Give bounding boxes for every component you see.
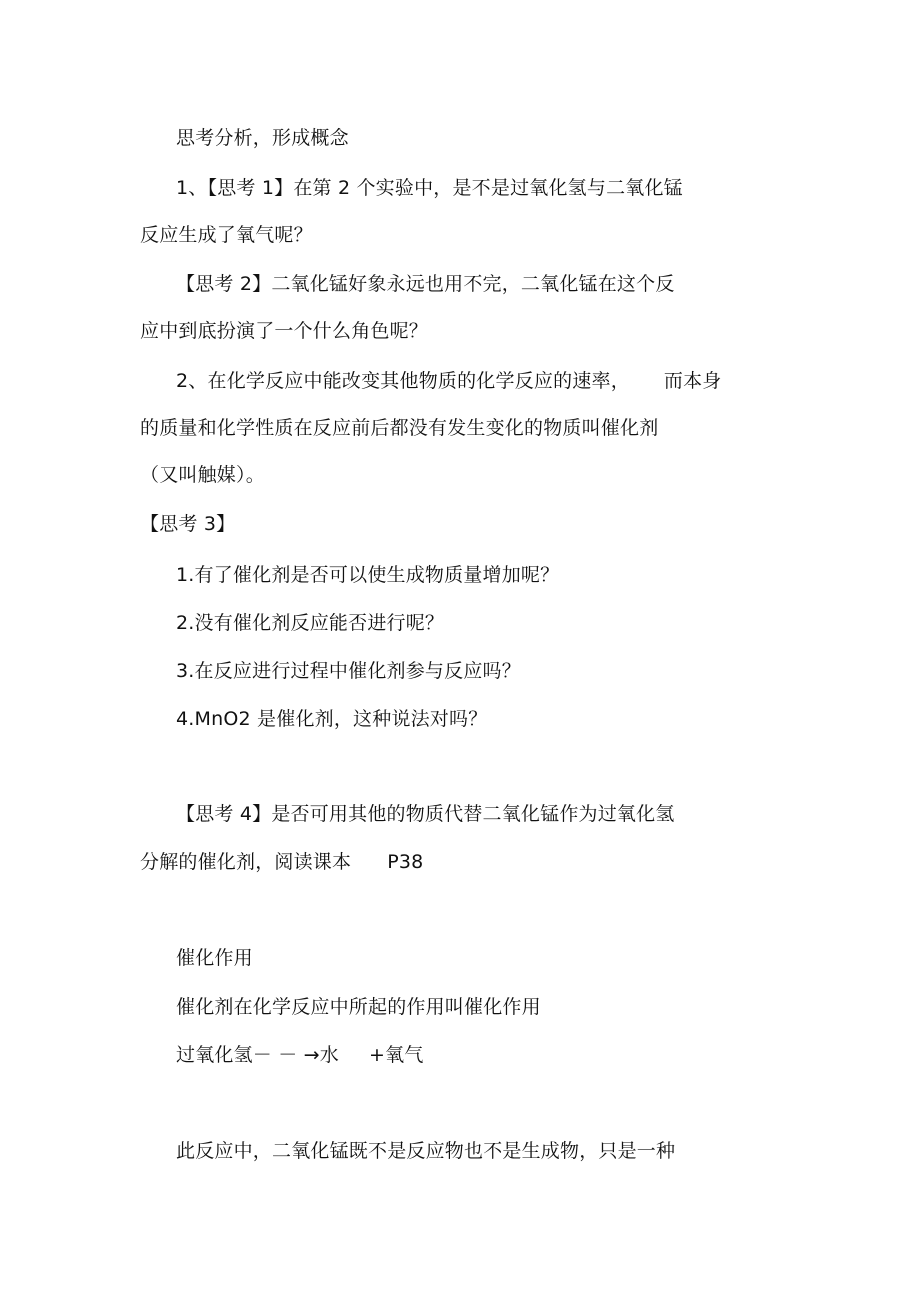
question-3-item: 3.在反应进行过程中催化剂参与反应吗？ [176, 660, 521, 682]
section-heading: 思考分析，形成概念 [176, 127, 349, 149]
question-4-line-2-text: 分解的催化剂，阅读课本 [140, 851, 352, 873]
definition-line-2: 的质量和化学性质在反应前后都没有发生变化的物质叫催化剂 [140, 417, 659, 439]
question-4-line-2 [140, 850, 423, 874]
catalysis-definition: 催化剂在化学反应中所起的作用叫催化作用 [176, 996, 541, 1018]
question-3-item: 4.MnO2 是催化剂，这种说法对吗？ [176, 708, 488, 730]
question-3-title: 【思考 3】 [140, 513, 236, 535]
question-3-item: 2.没有催化剂反应能否进行呢？ [176, 612, 445, 634]
textbook-page-ref: P38 [387, 851, 424, 873]
question-4-line-1: 【思考 4】是否可用其他的物质代替二氧化锰作为过氧化氢 [176, 803, 675, 825]
definition-line-1-part-a: 2、在化学反应中能改变其他物质的化学反应的速率， [176, 370, 630, 392]
reaction-equation [176, 1043, 424, 1067]
definition-line-3: （又叫触媒）。 [140, 464, 265, 486]
definition-line-1 [176, 369, 722, 393]
question-3-item: 1.有了催化剂是否可以使生成物质量增加呢？ [176, 564, 560, 586]
question-2-line-2: 应中到底扮演了一个什么角色呢？ [140, 320, 429, 342]
question-1-line-2: 反应生成了氧气呢？ [140, 224, 313, 246]
question-1-line-1: 1、【思考 1】在第 2 个实验中，是不是过氧化氢与二氧化锰 [176, 177, 683, 199]
definition-line-1-part-b: 而本身 [663, 370, 722, 392]
explanation-line: 此反应中，二氧化锰既不是反应物也不是生成物，只是一种 [176, 1140, 676, 1162]
equation-right: +氧气 [369, 1044, 424, 1066]
question-2-line-1: 【思考 2】二氧化锰好象永远也用不完，二氧化锰在这个反 [176, 273, 675, 295]
catalysis-title: 催化作用 [176, 947, 253, 969]
equation-left: 过氧化氢－ － →水 [176, 1044, 339, 1066]
